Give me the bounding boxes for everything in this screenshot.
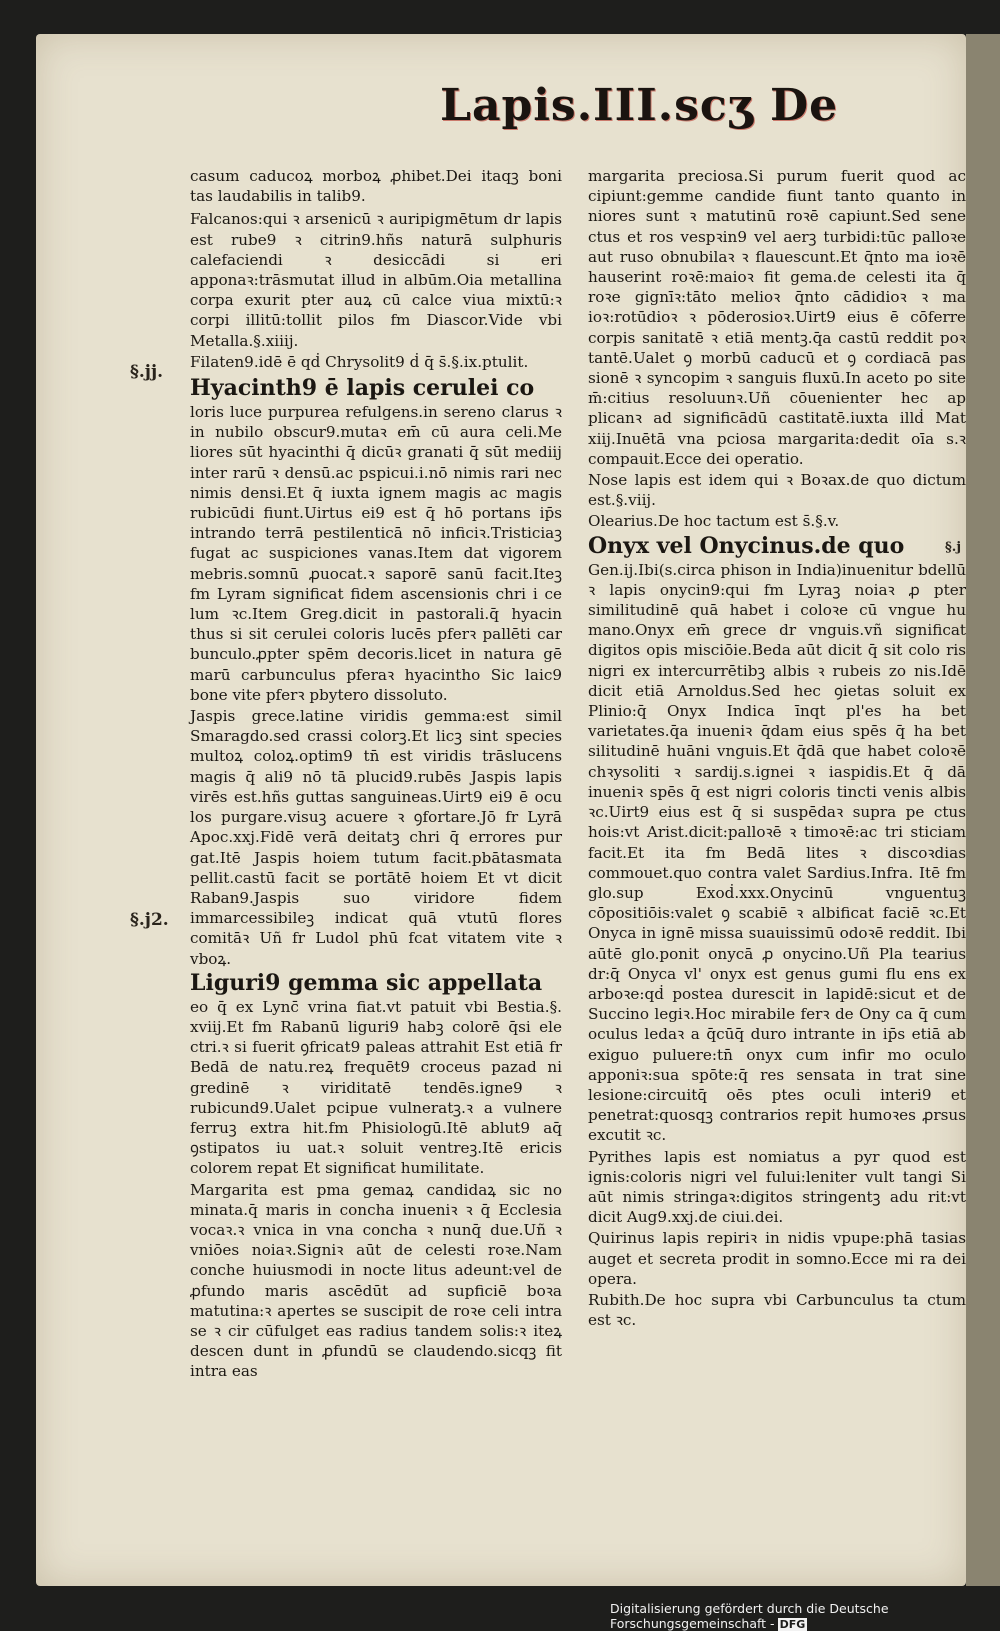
text-block: Pyrithes lapis est nomiatus a pyr quod est ignis:coloris nigri vel fului:leniter vult tangi Si aūt nimis stringaꝛ:digitos stringentꝫ adu rit:vt dicit Aug9.xxj.de ciui.dei.: [588, 1147, 966, 1227]
footer-text: Digitalisierung gefördert durch die Deutsche Forschungsgemeinschaft -: [610, 1601, 889, 1631]
next-page-edge: [966, 34, 1000, 1586]
entry-heading: Hyacinth9 ē lapis cerulei co: [190, 375, 535, 402]
marginal-note-1: §.jj.: [130, 362, 164, 382]
marginal-note-3: §.j: [945, 540, 962, 555]
entry-heading: Onyx vel Onycinus.de quo: [588, 532, 905, 559]
left-column: [190, 166, 562, 1383]
text-block: Jaspis grece.latine viridis gemma:est simil Smaragdo.sed crassi colorꝫ.Et licꝫ sint species multoꝝ coloꝝ.optim9 tn̄ est viridis trāslucens magis q̄ ali9 nō tā plucid9.rubēs Jaspis lapis virēs est.hñs guttas sanguineas.Uirt9 ei9 ē ocu los purgare.visuꝫ acuere ꝛ ꝯfortare.Jō fr Lyrā Apoc.xxj.Fidē verā deitatꝫ chri q̄ errores pur gat.Itē Jaspis hoiem tutum facit.pbātasmata pellit.castū facit se portātē hoiem Et vt dicit Raban9.Jaspis suo viridore fidem immarcessibileꝫ indicat quā vtutū flores comitāꝛ Uñ fr Ludol phū fcat vitatem vite ꝛ vboꝝ.: [190, 707, 562, 968]
text-block: Falcanos:qui ꝛ arsenicū ꝛ auripigmētum dr lapis est rube9 ꝛ citrin9.hñs naturā sulphuris calefaciendi ꝛ desiccādi si eri apponaꝛ:trāsmutat illud in albūm.Oia metallina corpa exurit pter auꝝ cū calce viua mixtū:ꝛ corpi illitū:tollit pilos fm Diascor.Vide vbi Metalla.§.xiiij.: [190, 210, 562, 350]
text-block: eo q̄ ex Lync̄ vrina fiat.vt patuit vbi Bestia.§. xviij.Et fm Rabanū liguri9 habꝫ colorē q̄si ele ctri.ꝛ si fuerit ꝯfricat9 paleas attrahit Est etiā fr Bedā de natu.reꝝ frequēt9 croceus pazad ni gredinē ꝛ viriditatē tendēs.igne9 ꝛ rubicund9.Ualet pcipue vulneratꝫ.ꝛ a vulnere ferruꝫ extra hit.fm Phisiologū.Itē ablut9 aq̄ ꝯstipatos iu uat.ꝛ soluit ventreꝫ.Itē ericis colorem repat Et significat humilitate.: [190, 997, 562, 1178]
dfg-logo: DFG: [779, 1618, 806, 1631]
text-block: Gen.ij.Ibi(s.circa phison in India)inuenitur bdellū ꝛ lapis onycin9:qui fm Lyraꝫ noiaꝛ ꝓ pter similitudinē quā habet i coloꝛe cū vngue hu mano.Onyx em̄ grece dr vnguis.vñ significat digitos opis misciōie.Beda aūt dicit q̄ sit colo ris nigri ex intercurrētibꝫ albis ꝛ rubeis zo nis.Idē dicit etiā Arnoldus.Sed hec ꝯietas soluit ex Plinio:q̄ Onyx Indica īnqt pl'es ha bet varietates.q̄a inueniꝛ q̄dam eius spēs q̄ ha bet silitudinē huāni vnguis.Et q̄dā que habet coloꝛē chꝛysoliti ꝛ sardij.s.ignei ꝛ iaspidis.Et q̄ dā inueniꝛ spēs q̄ est nigri coloris tincti venis albis ꝛc.Uirt9 eius est q̄ si suspēdaꝛ supra pe ctus hois:vt Arist.dicit:palloꝛē ꝛ timoꝛē:ac tri sticiam facit.Et ita fm Bedā lites ꝛ discoꝛdias commouet.quo contra valet Sardius.Infra. Itē fm glo.sup Exoḋ.xxx.Onycinū vnguentuꝫ cōpositiōis:valet ꝯ scabiē ꝛ albificat faciē ꝛc.Et Onyca in ignē missa suauissimū odoꝛē reddit. Ibi aūtē glo.ponit onycā ꝓ onycino.Uñ Pla tearius dr:q̄ Onyca vl' onyx est genus gumi flu ens ex arboꝛe:qḋ postea durescit in lapidē:sicut et de Succino legiꝛ.Hoc mirabile ferꝛ de Ony ca q̄ cum oculus ledaꝛ a q̄cūq̄ duro intrante in ip̄s etiā ab exiguo puluere:tn̄ onyx cum infir mo oculo apponiꝛ:sua spōte:q̄ res sensata in trat sine lesione:circuitq̄ oēs ptes oculi interi9 et penetrat:quosqꝫ contrarios repit humoꝛes ꝓrsus excutit ꝛc.: [588, 560, 966, 1145]
running-head: Lapis.III.scʒ De: [440, 80, 839, 131]
text-block: Margarita est pma gemaꝝ candidaꝝ sic no minata.q̄ maris in concha inueniꝛ ꝛ q̄ Ecclesia vocaꝛ.ꝛ vnica in vna concha ꝛ nunq̄ due.Uñ ꝛ vniōes noiaꝛ.Signiꝛ aūt de celesti roꝛe.Nam conche huiusmodi in nocte litus adeunt:vel de ꝓfundo maris ascēdūt ad supficiē boꝛa matutina:ꝛ apertes se suscipit de roꝛe celi intra se ꝛ cir cūfulget eas radius tandem solis:ꝛ iteꝝ descen dunt in ꝓfundū se claudendo.sicqꝫ fit intra eas: [190, 1180, 562, 1381]
text-block: Filaten9.idē ē qḋ Chrysolit9 ḋ q̄ s̄.§.ix.ptulit.: [190, 352, 529, 371]
marginal-note-2: §.j2.: [130, 910, 169, 930]
footer-credit: [610, 1601, 1000, 1631]
text-block: Quirinus lapis repiriꝛ in nidis vpupe:phā tasias auget et secreta prodit in somno.Ecce mi ra dei opera.: [588, 1229, 966, 1288]
text-block: loris luce purpurea refulgens.in sereno clarus ꝛ in nubilo obscur9.mutaꝛ em̄ cū aura celi.Me liores sūt hyacinthi q̄ dicūꝛ granati q̄ sūt mediij inter rarū ꝛ densū.ac pspicui.i.nō nimis rari nec nimis densi.Et q̄ iuxta ignem magis ac magis rubicūdi fiunt.Uirtus ei9 est q̄ hō portans ip̄s intrando terrā pestilenticā nō inficiꝛ.Tristiciaꝫ fugat ac suspiciones vanas.Item dat vigorem mebris.somnū ꝓuocat.ꝛ saporē sanū facit.Iteꝫ fm Lyram significat fidem ascensionis chri i ce lum ꝛc.Item Greg.dicit in pastorali.q̄ hyacin thus si sit cerulei coloris lucēs pferꝛ pallēti car bunculo.ꝓpter spēm decoris.licet in natura gē marū carbunculus pferaꝛ hyacintho Sic laic9 bone vite pferꝛ pbytero dissoluto.: [190, 403, 562, 704]
text-block: Rubith.De hoc supra vbi Carbunculus ta ctum est ꝛc.: [588, 1290, 966, 1330]
text-block: Olearius.De hoc tactum est s̄.§.v.: [588, 512, 840, 531]
entry-heading: Liguri9 gemma sic appellata: [190, 969, 543, 996]
text-block: casum caducoꝝ morboꝝ ꝓhibet.Dei itaqꝫ boni tas laudabilis in talib9.: [190, 167, 562, 206]
right-column: [588, 166, 966, 1331]
text-block: Nose lapis est idem qui ꝛ Boꝛax.de quo dictum est.§.viij.: [588, 471, 966, 510]
text-block: margarita preciosa.Si purum fuerit quod ac cipiunt:gemme candide fiunt tanto quanto in niores sunt ꝛ matutinū roꝛē capiunt.Sed sene ctus et ros vespꝛin9 vel aerꝫ turbidi:tūc palloꝛe aut ruso obnubilaꝛ ꝛ flauescunt.Et q̄nto ma ioꝛē hauserint roꝛē:maioꝛ fit gema.de celesti ita q̄ roꝛe gignīꝛ:tāto melioꝛ q̄nto cādidioꝛ ꝛ ma ioꝛ:rotūdioꝛ ꝛ pōderosioꝛ.Uirt9 eius ē cōferre corpis sanitatē ꝛ etiā mentꝫ.q̄a castū reddit poꝛ tantē.Ualet ꝯ morbū caducū et ꝯ cordiacā pas sionē ꝛ syncopim ꝛ sanguis fluxū.In aceto po site m̄:citius resoluunꝛ.Uñ cōuenienter hec ap plicanꝛ ad significādū castitatē.iuxta illḋ Mat xiij.Inuētā vna pciosa margarita:dedit oīa s.ꝛ compauit.Ecce dei operatio.: [588, 167, 966, 468]
